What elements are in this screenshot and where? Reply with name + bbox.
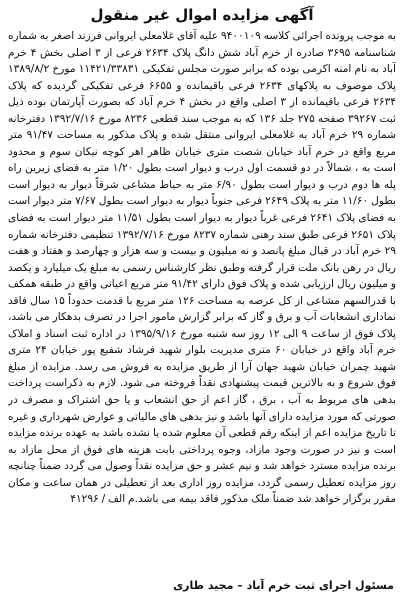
notice-signature: مسئول اجرای ثبت خرم آباد – مجید طاری	[173, 579, 394, 592]
notice-body: به موجب پرونده اجرائی کلاسه ۹۴۰۰۱۰۹ علیه آقای غلامعلی ایروانی فرزند اصغر به شماره شناسنامه ۳۶۹۵ صادره از خرم آباد شش دانگ پلاک ۲۶۳۴ فرعی از ۳ اصلی بخش ۴ خرم آباد به نام امنه اکرمی بوده که برابر صورت مجلس تفکیکی ۱۱۴۲۱/۳۳۸۳۱ مورخ ۱۳۸۹/۸/۲ پلاک موصوف به پلاکهای ۲۶۳۴ فرعی باقیمانده و ۶۶۵۵ فرعی تفکیکی گردیده که پلاک ۲۶۳۴ فرعی باقیمانده از ۳ اصلی واقع در بخش ۴ خرم آباد که بصورت آپارتمان بوده ذیل ثبت ۳۹۲۶۷ صفحه ۲۷۵ جلد ۱۳۶ که به موجب سند قطعی ۸۲۳۶ مورخ ۱۳۹۲/۷/۱۶ دفترخانه شماره ۲۹ خرم آباد به غلامعلی ایروانی منتقل شده و پلاک مذکور به مساحت ۹۱/۴۷ متر مربع واقع در خرم آباد خیابان شصت متری خیابان ظاهر اهر کوچه نیکان سوم و محدود است به ، شمالاً در دو قسمت اول درب و دیوار است بطول ۱/۲۰ متر به فضای زیرین راه پله ها دوم درب و دیوار است بطول ۶/۹۰ متر به حیاط مشاعی شرقاً دیوار به دیوار است بطول ۱۱/۶۰ متر به پلاک ۲۶۴۹ فرعی جنوباً دیوار به دیوار است بطول ۷/۶۷ متر دیوار است به فضای پلاک ۲۶۴۱ فرعی غرباً دیوار به دیوار است بطول ۱۱/۵۱ متر دیوار است به فضای پلاک ۲۶۵۱ فرعی طبق سند رهنی شماره ۸۲۳۷ مورخ ۱۳۹۲/۷/۱۶ تنظیمی دفترخانه شماره ۲۹ خرم آباد در قبال مبلغ پانصد و نه میلیون و بیست و سه هزار و چهارصد و هفتاد و هفت ریال در رهن بانک ملت قرار گرفته وطبق نظر کارشناس رسمی به مبلغ یک میلیارد و یکصد و میلیون ریال ارزیابی شده و پلاک فوق دارای ۹۱/۴۲ متر مربع اعیانی واقع در طبقه همکف با قدرالسهم مشاعی از کل عرصه به مساحت ۱۲۶ متر مربع با قدمت حدوداً ۱۵ سال فاقد نماداری انشعابات آب و برق و گاز که برابر گزارش مامور اجرا در تصرف بدهکار می باشد، پلاک فوق از ساعت ۹ الی ۱۲ روز سه شنبه مورخ ۱۳۹۵/۹/۱۶ در اداره ثبت اسناد و املاک خرم آباد واقع در خیابان ۶۰ متری مدیریت بلوار شهید فرشاد شفیع پور خیابان ۲۴ متری شهید چمران خیابان شهید جهان آرا از طریق مزایده به فروش می رسد. مزایده از مبلغ فوق شروع و به بالاترین قیمت پیشنهادی نقداً فروخته می شود. لازم به ذکراست پرداخت بدهی های مربوط به آب ، برق ، گاز اعم از حق انشعاب و یا حق اشتراک و مصرف در صورتی که مورد مزایده دارای آنها باشد و نیز بدهی های مالیاتی و عوارض شهرداری و غیره تا تاریخ مزایده اعم از اینکه رقم قطعی آن معلوم شده یا نشده باشد به عهده برنده مزایده است و نیز در صورت وجود مازاد، وجوه پرداختی بابت هزینه های فوق از محل مازاد به برنده مزایده مسترد خواهد شد و نیم عشر و حق مزایده نقداً وصول می گردد ضمناً چنانچه روز مزایده تعطیل رسمی گردد، مزایده روز اداری بعد از تعطیلی در همان ساعت و مکان مقرر برگزار خواهد شد ضمناً ملک مذکور فاقد بیمه می باشد.م الف / ۴۱۲۹۶	[8, 30, 396, 506]
notice-title: آگهی مزایده اموال غیر منقول	[90, 6, 314, 24]
